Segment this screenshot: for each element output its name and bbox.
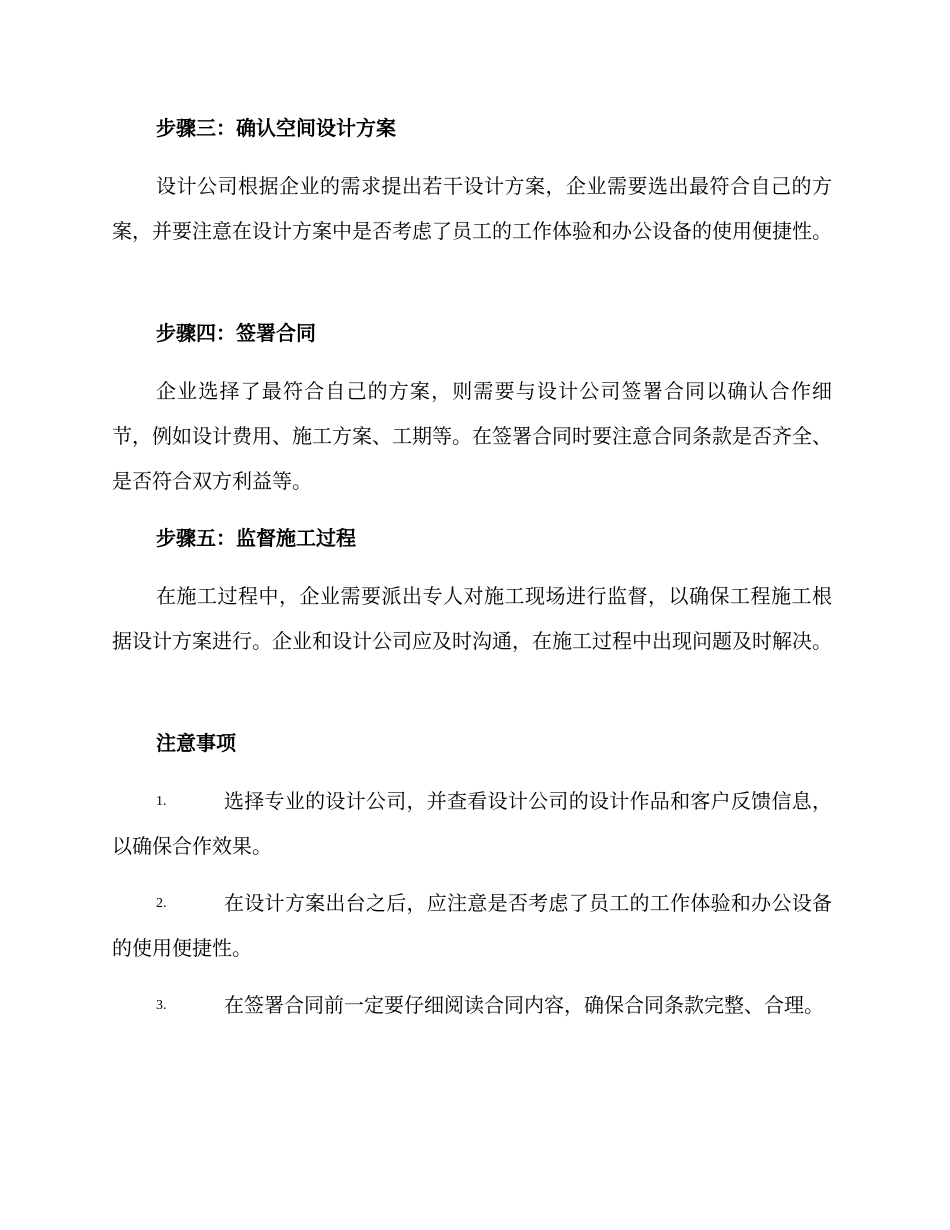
list-number: 3.: [156, 998, 167, 1013]
list-number: 2.: [156, 896, 167, 911]
section-body-step3: 设计公司根据企业的需求提出若干设计方案，企业需要选出最符合自己的方案，并要注意在设计方案中是否考虑了员工的工作体验和办公设备的使用便捷性。: [112, 174, 832, 243]
section-body-step5: 在施工过程中，企业需要派出专人对施工现场进行监督，以确保工程施工根据设计方案进行。企业和设计公司应及时沟通，在施工过程中出现问题及时解决。: [112, 584, 832, 653]
list-number: 1.: [156, 794, 167, 809]
section-heading-step4: 步骤四：签署合同: [156, 321, 316, 345]
section-heading-step5: 步骤五：监督施工过程: [156, 526, 356, 550]
list-text: 在签署合同前一定要仔细阅读合同内容，确保合同条款完整、合理。: [224, 993, 824, 1017]
notes-heading: 注意事项: [156, 731, 236, 755]
notes-list-item: [112, 881, 832, 971]
list-text: 在设计方案出台之后，应注意是否考虑了员工的工作体验和办公设备的使用便捷性。: [112, 891, 832, 960]
notes-list-item: [112, 983, 832, 1028]
section-heading-step3: 步骤三：确认空间设计方案: [156, 116, 396, 140]
notes-list-item: [112, 779, 832, 869]
list-text: 选择专业的设计公司，并查看设计公司的设计作品和客户反馈信息，以确保合作效果。: [112, 789, 832, 858]
section-body-step4: 企业选择了最符合自己的方案，则需要与设计公司签署合同以确认合作细节，例如设计费用、施工方案、工期等。在签署合同时要注意合同条款是否齐全、是否符合双方利益等。: [112, 379, 832, 493]
